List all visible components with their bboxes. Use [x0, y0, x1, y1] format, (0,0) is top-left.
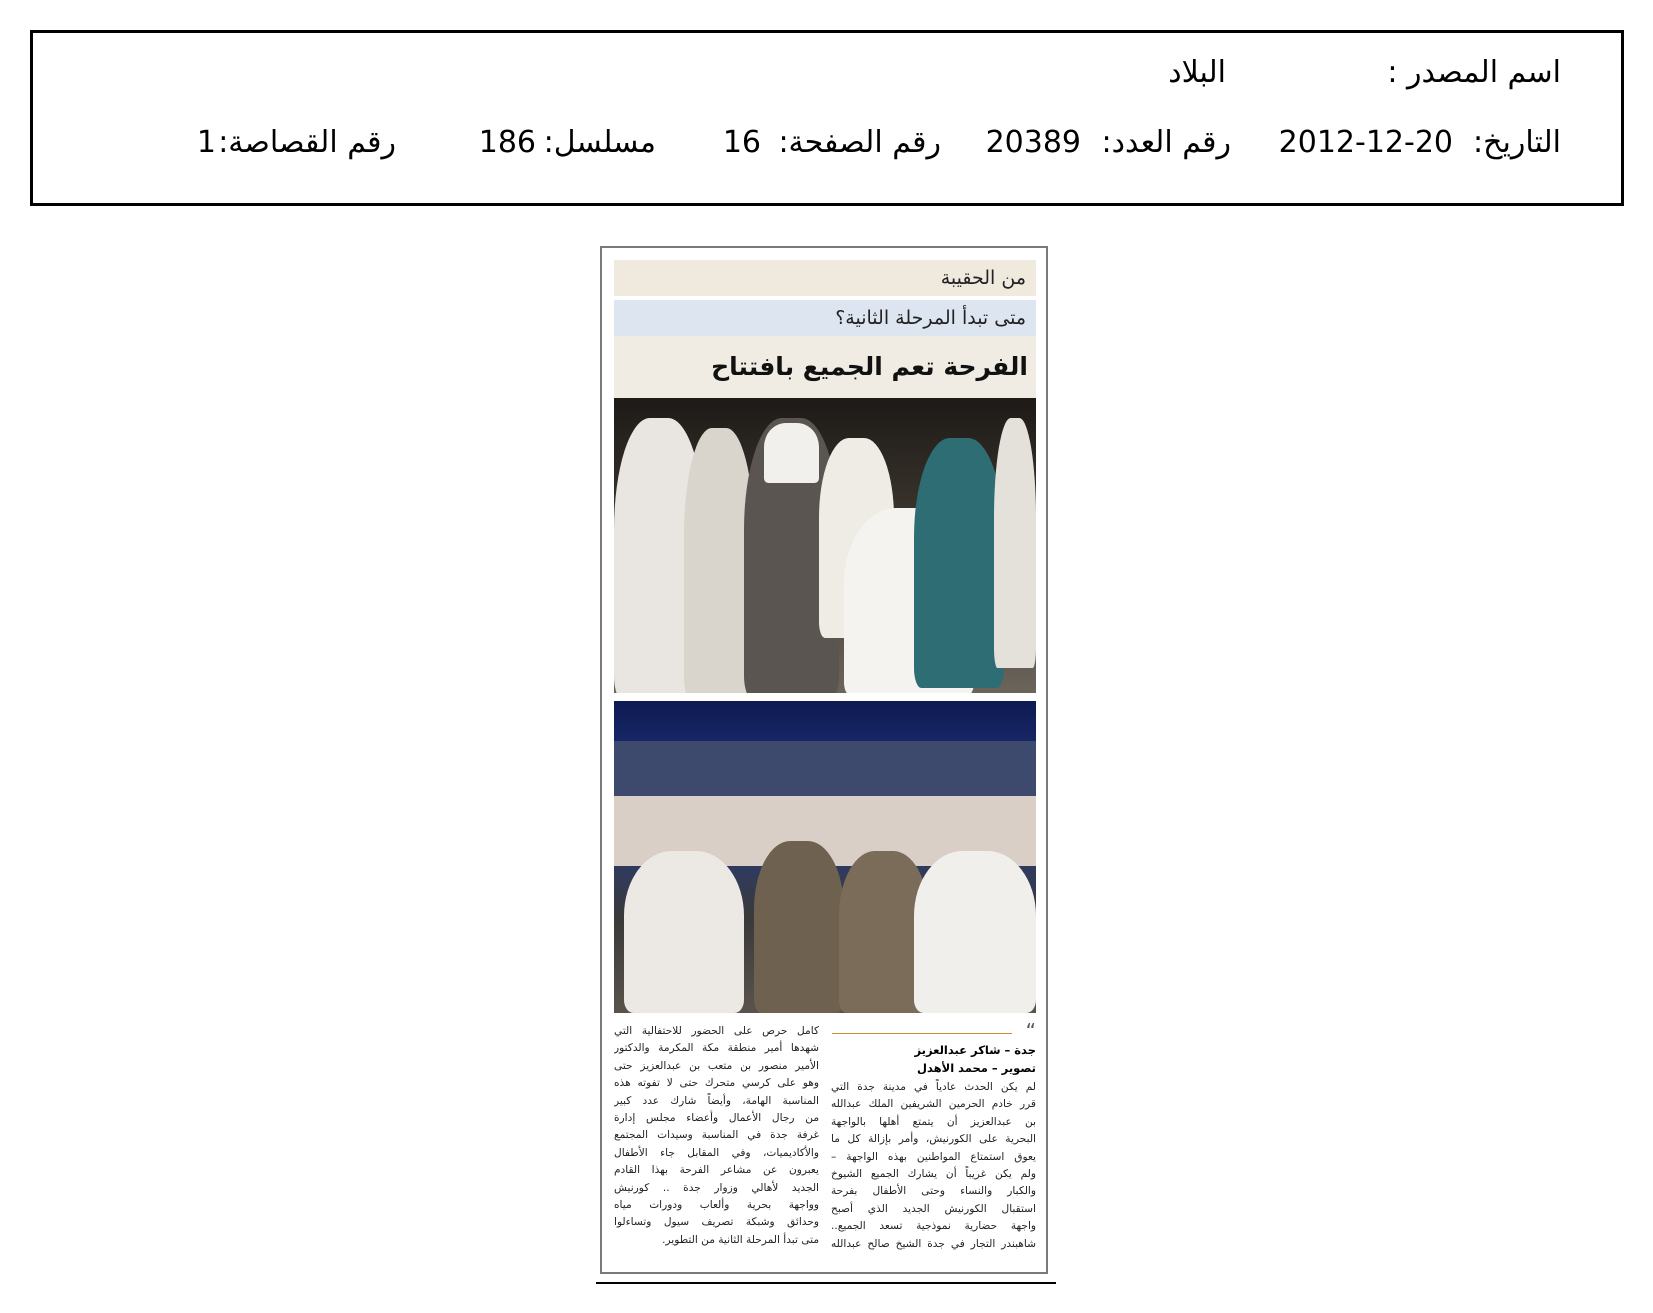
body-text-line: وواجهة بحرية وألعاب ودورات مياه — [614, 1199, 819, 1212]
body-text-line: يعبرون عن مشاعر الفرحة بهذا القادم — [614, 1164, 819, 1177]
byline-reporter: جدة – شاكر عبدالعزيز — [914, 1043, 1036, 1057]
body-text-line: كامل حرص على الحضور للاحتفالية التي — [614, 1025, 819, 1037]
body-text-line: الجديد لأهالي وزوار جدة .. كورنيش — [614, 1181, 819, 1194]
photo-back-row — [614, 741, 1036, 801]
article-photo-audience — [614, 701, 1036, 1013]
issue-value: 20389 — [985, 125, 1081, 160]
body-text-line: بن عبدالعزيز أن يتمتع أهلها بالواجهة — [831, 1115, 1036, 1128]
article-body — [614, 1019, 1036, 1255]
issue-label: رقم العدد: — [1101, 125, 1231, 160]
source-value: البلاد — [1168, 55, 1226, 90]
body-text-line: غرفة جدة في المناسبة وسيدات المجتمع — [614, 1129, 819, 1142]
photo-figure — [754, 841, 844, 1013]
body-text-line: استقبال الكورنيش الجديد الذي أصبح — [831, 1202, 1036, 1215]
body-text-line: وهو على كرسي متحرك حتى لا تفوته هذه — [614, 1077, 819, 1090]
quote-mark-icon: “ — [1025, 1019, 1036, 1043]
body-text-line: متى تبدأ المرحلة الثانية من التطوير. — [662, 1233, 819, 1246]
date-label: التاريخ: — [1473, 125, 1561, 160]
source-label: اسم المصدر : — [1387, 55, 1561, 90]
clip-label: رقم القصاصة: — [218, 125, 396, 160]
body-text-line: لم يكن الحدث عادياً في مدينة جدة التي — [831, 1081, 1036, 1093]
photo-figure — [914, 438, 1004, 688]
photo-figure — [624, 851, 744, 1013]
article-photo-greeting — [614, 398, 1036, 693]
body-text-line: ولم يكن غريباً أن يشارك الجميع الشيوخ — [831, 1168, 1036, 1181]
body-text-line: المناسبة الهامة، وأيضاً شارك عدد كبير — [614, 1094, 819, 1107]
column-divider — [832, 1033, 1012, 1034]
body-text-line: البحرية على الكورنيش، وأمر بإزالة كل ما — [831, 1133, 1036, 1146]
serial-value: 186 — [478, 125, 536, 160]
article-headline: الفرحة تعم الجميع بافتتاح — [614, 336, 1036, 398]
byline-photographer: تصوير – محمد الأهدل — [917, 1061, 1036, 1075]
body-text-line: شهدها أمير منطقة مكة المكرمة والدكتور — [614, 1042, 819, 1055]
metadata-box — [30, 30, 1624, 206]
photo-figure — [994, 418, 1036, 668]
body-text-line: الأمير منصور بن متعب بن عبدالعزيز حتى — [614, 1059, 819, 1072]
serial-label: مسلسل: — [543, 125, 656, 160]
clipping-underline — [596, 1282, 1056, 1284]
article-subtitle: متى تبدأ المرحلة الثانية؟ — [614, 300, 1036, 336]
body-text-line: قرر خادم الحرمين الشريفين الملك عبدالله — [831, 1098, 1036, 1111]
newspaper-clipping — [600, 246, 1048, 1274]
column-left-text — [614, 1023, 819, 1249]
column-right-text — [831, 1079, 1036, 1253]
clipping-content — [614, 260, 1036, 1255]
body-text-line: وحدائق وشبكة تصريف سيول وتساءلوا — [614, 1216, 819, 1229]
body-text-line: والأكاديميات، وفي المقابل جاء الأطفال — [614, 1146, 819, 1159]
photo-figure — [914, 851, 1036, 1013]
body-text-line: يعوق استمتاع المواطنين بهذه الواجهة – — [831, 1150, 1036, 1163]
body-text-line: واجهة حضارية نموذجية تسعد الجميع.. — [831, 1220, 1036, 1233]
page-value: 16 — [722, 125, 761, 160]
body-text-line: والكبار والنساء وحتى الأطفال بفرحة — [831, 1185, 1036, 1198]
body-text-line: من رجال الأعمال وأعضاء مجلس إدارة — [614, 1112, 819, 1125]
photo-figure — [764, 423, 819, 483]
date-value: 2012-12-20 — [1278, 125, 1453, 160]
clip-value: 1 — [196, 125, 216, 160]
body-text-line: شاهبندر التجار في جدة الشيخ صالح عبدالله — [831, 1237, 1036, 1250]
column-kicker: من الحقيبة — [614, 260, 1036, 296]
page-label: رقم الصفحة: — [778, 125, 941, 160]
